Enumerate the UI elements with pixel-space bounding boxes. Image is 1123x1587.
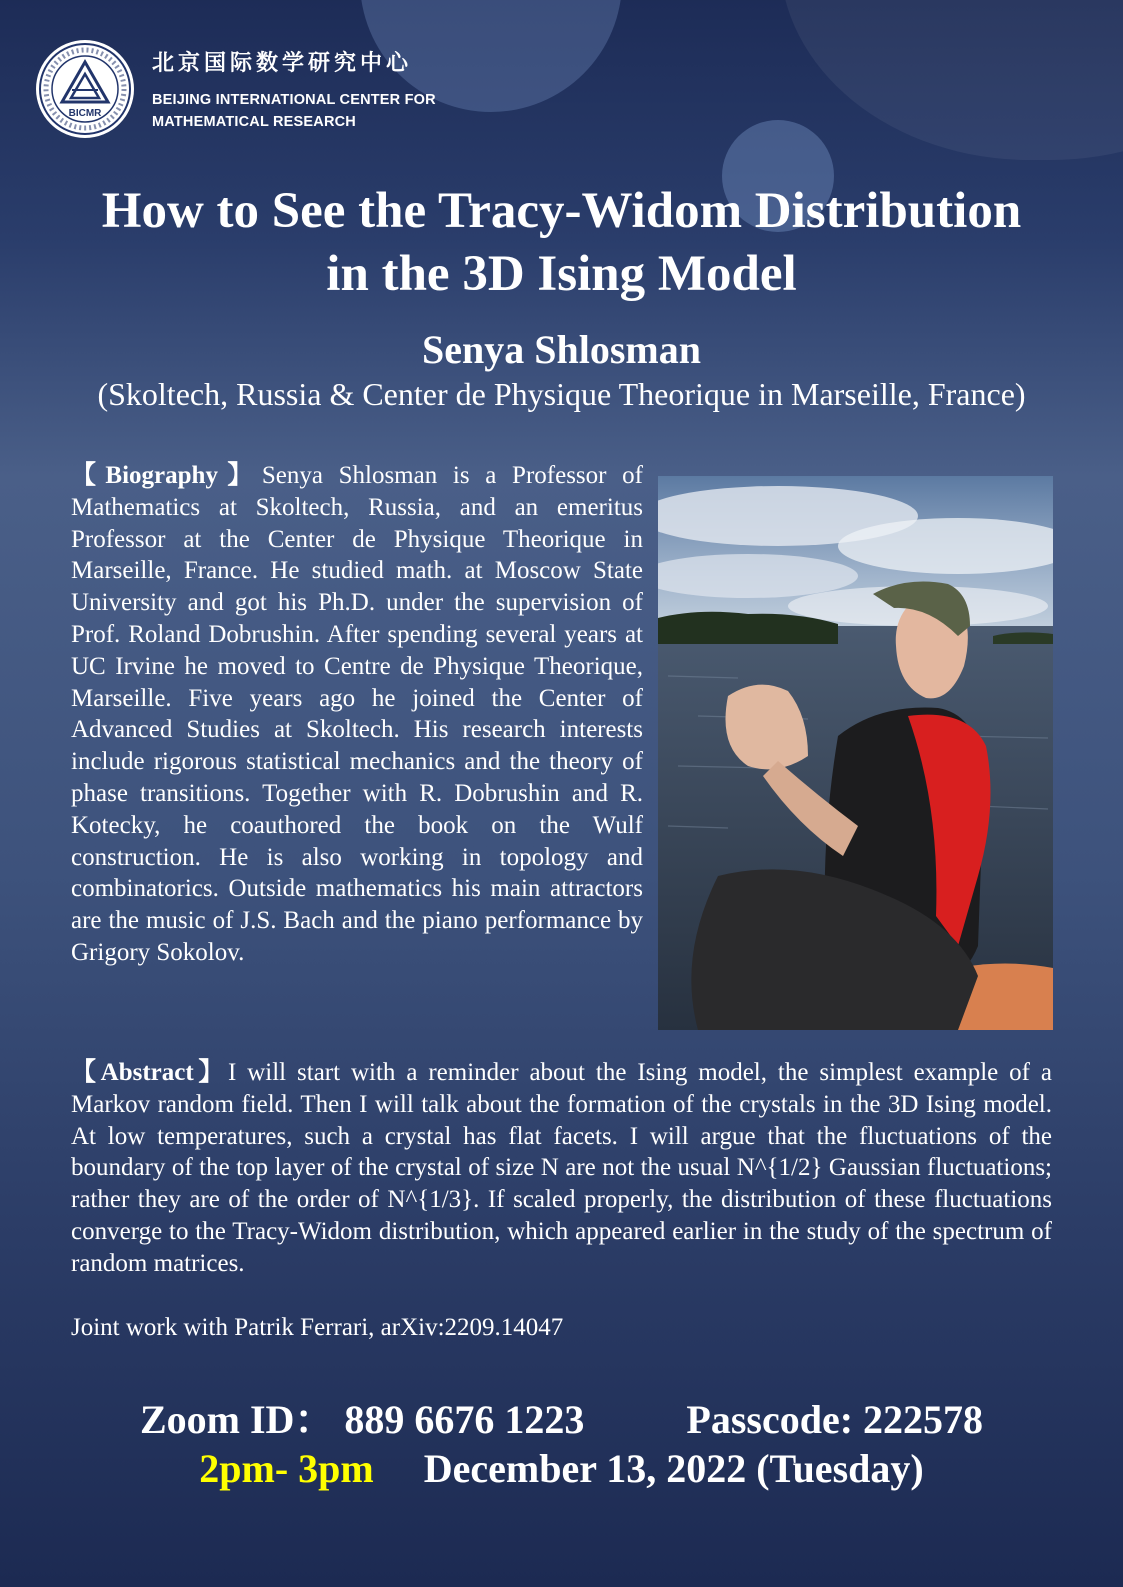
speaker-photo	[658, 476, 1053, 1030]
joint-work-note: Joint work with Patrik Ferrari, arXiv:2209.14047	[71, 1314, 564, 1341]
speaker-photo-image	[658, 476, 1053, 1030]
event-date: December 13, 2022 (Tuesday)	[423, 1446, 924, 1491]
event-datetime	[0, 1445, 1123, 1492]
abstract-label: 【Abstract】	[71, 1059, 228, 1086]
bicmr-logo	[36, 40, 134, 138]
institution-name-en-line2: MATHEMATICAL RESEARCH	[152, 113, 356, 130]
zoom-info	[0, 1388, 1123, 1445]
biography-section	[71, 460, 643, 969]
institution-name-en-line1: BEIJING INTERNATIONAL CENTER FOR	[152, 91, 436, 108]
background-wave-shape	[780, 0, 1123, 160]
abstract-section	[71, 1057, 1052, 1280]
zoom-id[interactable]: 889 6676 1223	[344, 1397, 585, 1442]
speaker-name: Senya Shlosman	[422, 327, 701, 372]
abstract-text: I will start with a reminder about the Ising model, the simplest example of a Markov random field. Then I will talk about the formation of the crystals in the 3D Ising model. At low temperatures, such a crystal has flat facets. I will argue that the fluctuations of the boundary of the top layer of the crystal of size N are not the usual N^{1/2} Gaussian fluctuations; rather they are of the order of N^{1/3}. If scaled properly, the distribution of these fluctuations converge to the Tracy-Widom distribution, which appeared earlier in the study of the spectrum of random matrices.	[71, 1059, 1052, 1277]
institution-header	[36, 40, 436, 138]
passcode-label: Passcode:	[686, 1397, 854, 1442]
talk-title	[20, 180, 1103, 306]
event-time: 2pm- 3pm	[199, 1446, 374, 1491]
institution-name-zh: 北京国际数学研究中心	[152, 49, 413, 75]
passcode-value[interactable]: 222578	[863, 1397, 984, 1442]
zoom-label: Zoom ID：	[139, 1397, 335, 1442]
institution-name	[152, 46, 436, 133]
logo-text: BICMR	[68, 108, 102, 119]
biography-text: Senya Shlosman is a Professor of Mathematics at Skoltech, Russia, and an emeritus Professor at the Center de Physique Theorique in Marseille, France. He studied math. at Moscow State University and got his Ph.D. under the supervision of Prof. Roland Dobrushin. After spending several years at UC Irvine he moved to Centre de Physique Theorique, Marseille. Five years ago he joined the Center of Advanced Studies at Skoltech. His research interests include rigorous statistical mechanics and the theory of phase transitions. Together with R. Dobrushin and R. Kotecky, he coauthored the book on the Wulf construction. He is also working in topology and combinatorics. Outside mathematics his main attractors are the music of J.S. Bach and the piano performance by Grigory Sokolov.	[71, 462, 643, 966]
speaker-affiliation: (Skoltech, Russia & Center de Physique Theorique in Marseille, France)	[97, 376, 1026, 412]
talk-title-line1: How to See the Tracy-Widom Distribution	[101, 183, 1022, 239]
bicmr-logo-icon	[36, 40, 134, 138]
talk-title-line2: in the 3D Ising Model	[326, 246, 797, 302]
biography-label: 【Biography】	[71, 462, 262, 489]
